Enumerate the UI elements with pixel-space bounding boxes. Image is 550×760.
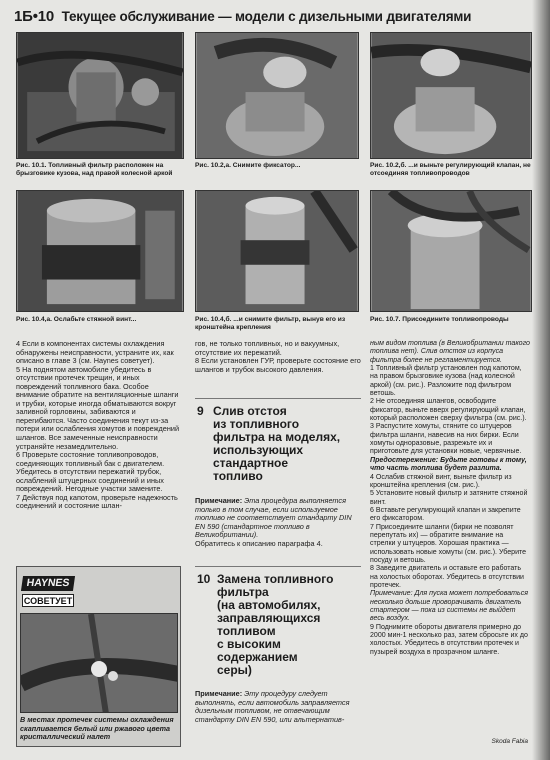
note-section-10: Примечание: Эту процедуру следует выполнять, если автомобиль заправляется дизельным топливом, не отвечающим стандарту DIN EN 590, или альтернатив- [195, 689, 350, 724]
section-divider [195, 398, 361, 399]
paragraph: 7 Действуя под капотом, проверьте надежность соединений и состояние шлан- [16, 492, 178, 511]
photo-fig-10-7 [370, 190, 532, 312]
photo-fig-10-2b [370, 32, 532, 159]
section-code: 1Б•10 [14, 8, 55, 25]
note: Примечание: Для пуска может потребоваться несколько дольше проворачивать двигатель стартером — пока из системы не выйдет весь воздух. [370, 590, 529, 623]
section-9-title: 9 Слив отстоя из топливного фильтра на моделях, использующих стандартное топливо [197, 404, 341, 483]
paragraph: 7 Присоедините шланги (бирки не позволят перепутать их) — обратите внимание на стрелки у штуцеров. Хорошая практика — использовать новые хомуты (см. рис.). Уберите посуду и ветошь. [370, 523, 527, 564]
page-title: Текущее обслуживание — модели с дизельными двигателями [61, 9, 472, 24]
haynes-logo: HAYNES [21, 576, 75, 591]
valve-photo [371, 33, 531, 158]
paragraph: гов, не только топливных, но и вакуумных, отсутствие их пережатий. [195, 339, 340, 357]
paragraph: 6 Проверьте состояние топливопроводов, соединяющих топливный бак с двигателем. Убедитесь в отсутствии пережатий трубок, ослаблений штуцерных соединений и иных повреждений. Негодные участки замените. [16, 450, 165, 494]
engine-bay-photo [17, 33, 183, 158]
caption-fig-10-4b: Рис. 10.4,б. ...и снимите фильтр, вынув его из кронштейна крепления [195, 316, 346, 331]
tip-photo [20, 613, 178, 713]
caption-fig-10-2b: Рис. 10.2,б. ...и выньте регулирующий клапан, не отсоединяя топливопроводов [370, 162, 531, 177]
remove-filter-photo [196, 191, 358, 311]
caption-fig-10-2a: Рис. 10.2,а. Снимите фиксатор... [195, 162, 301, 169]
section-10-title: 10 Замена топливного фильтра (на автомобилях, заправляющихся топливом с высоким содержанием серы) [197, 572, 334, 677]
paragraph: 1 Топливный фильтр установлен под капотом, на правом брызговике кузова (над колесной аркой) (см. рис.). Разложите под фильтром ветошь. [370, 365, 522, 398]
text-column-3 [370, 340, 530, 657]
photo-fig-10-2a [195, 32, 359, 159]
note-section-9: Примечание: Эта процедура выполняется только в том случае, если используемое топливо не соответствует стандарту DIN EN 590 (стандартное топливо в Великобритании). Обратитесь к описанию параграфа 4. [195, 496, 352, 548]
warning: Предостережение: Будьте готовы к тому, что часть топлива будет разлита. [370, 456, 527, 473]
paragraph: 4 Ослабив стяжной винт, выньте фильтр из кронштейна крепления (см. рис.). [370, 473, 512, 489]
coolant-leak-photo [21, 614, 178, 713]
caption-fig-10-1: Рис. 10.1. Топливный фильтр расположен на брызговике кузова, над правой колесной аркой [16, 162, 173, 177]
paragraph: ным видом топлива (в Великобритании такого топлива нет). Слив отстоя из корпуса фильтра более не регламентируется. [370, 340, 530, 364]
photo-fig-10-4b [195, 190, 359, 312]
photo-fig-10-1 [16, 32, 184, 159]
paragraph: 4 Если в компонентах системы охлаждения обнаружены неисправности, устраните их, как описано в главе 3 (см. Haynes советует). [16, 339, 174, 366]
caption-fig-10-4a: Рис. 10.4,а. Ослабьте стяжной винт... [16, 316, 137, 323]
paragraph: 3 Распустите хомуты, стяните со штуцеров фильтра шланги, навесив на них бирки. Если хомуты одноразовые, разрежьте их и приготовьте для установки новые, червячные. [370, 423, 522, 456]
text-column-1 [16, 340, 184, 511]
paragraph: 5 На поднятом автомобиле убедитесь в отсутствии протечек трещин, и иных повреждений топливного бака. Особое внимание обратите на вентиляционные шланги и трубки, которые иногда обматываются вокруг заливной горловины, забиваются и перегибаются. Часто соединения текут из-за потери или ослабления хомутов и повреждений шлангов. Все замеченные неисправности устраняйте незамедлительно. [16, 364, 180, 451]
clamp-screw-photo [17, 191, 183, 311]
paragraph: 2 Не отсоединяя шлангов, освободите фиксатор, выньте вверх регулирующий клапан, который расположен сверху фильтра (см. рис.). [370, 398, 527, 423]
tip-label: СОВЕТУЕТ [23, 596, 73, 606]
fixator-photo [196, 33, 358, 158]
paragraph: 8 Заведите двигатель и оставьте его работать на холостых оборотах. Убедитесь в отсутствии протечек. [370, 565, 524, 589]
caption-fig-10-7: Рис. 10.7. Присоедините топливопроводы [370, 316, 509, 323]
footer-label: Skoda Fabia [491, 738, 528, 745]
paragraph: 6 Вставьте регулирующий клапан и закрепите его фиксатором. [370, 506, 521, 523]
text-column-2-top [195, 340, 361, 374]
section-divider [195, 566, 361, 567]
paragraph: 8 Если установлен ГУР, проверьте состояние его шлангов и трубок высокого давления. [195, 356, 361, 374]
paragraph: 5 Установите новый фильтр и затяните стяжной винт. [370, 490, 528, 506]
photo-fig-10-4a [16, 190, 184, 312]
page-header [14, 8, 530, 30]
connect-lines-photo [371, 191, 531, 311]
tip-caption: В местах протечек системы охлаждения скапливается белый или ржавого цвета кристаллический налет [20, 715, 174, 742]
page-binding-shadow [532, 0, 550, 760]
paragraph: 9 Поднимите обороты двигателя примерно до 2000 мин-1 несколько раз, затем сбросьте их до холостых. Убедитесь в отсутствии протечек и пузырей воздуха в прозрачном шланге. [370, 623, 528, 656]
